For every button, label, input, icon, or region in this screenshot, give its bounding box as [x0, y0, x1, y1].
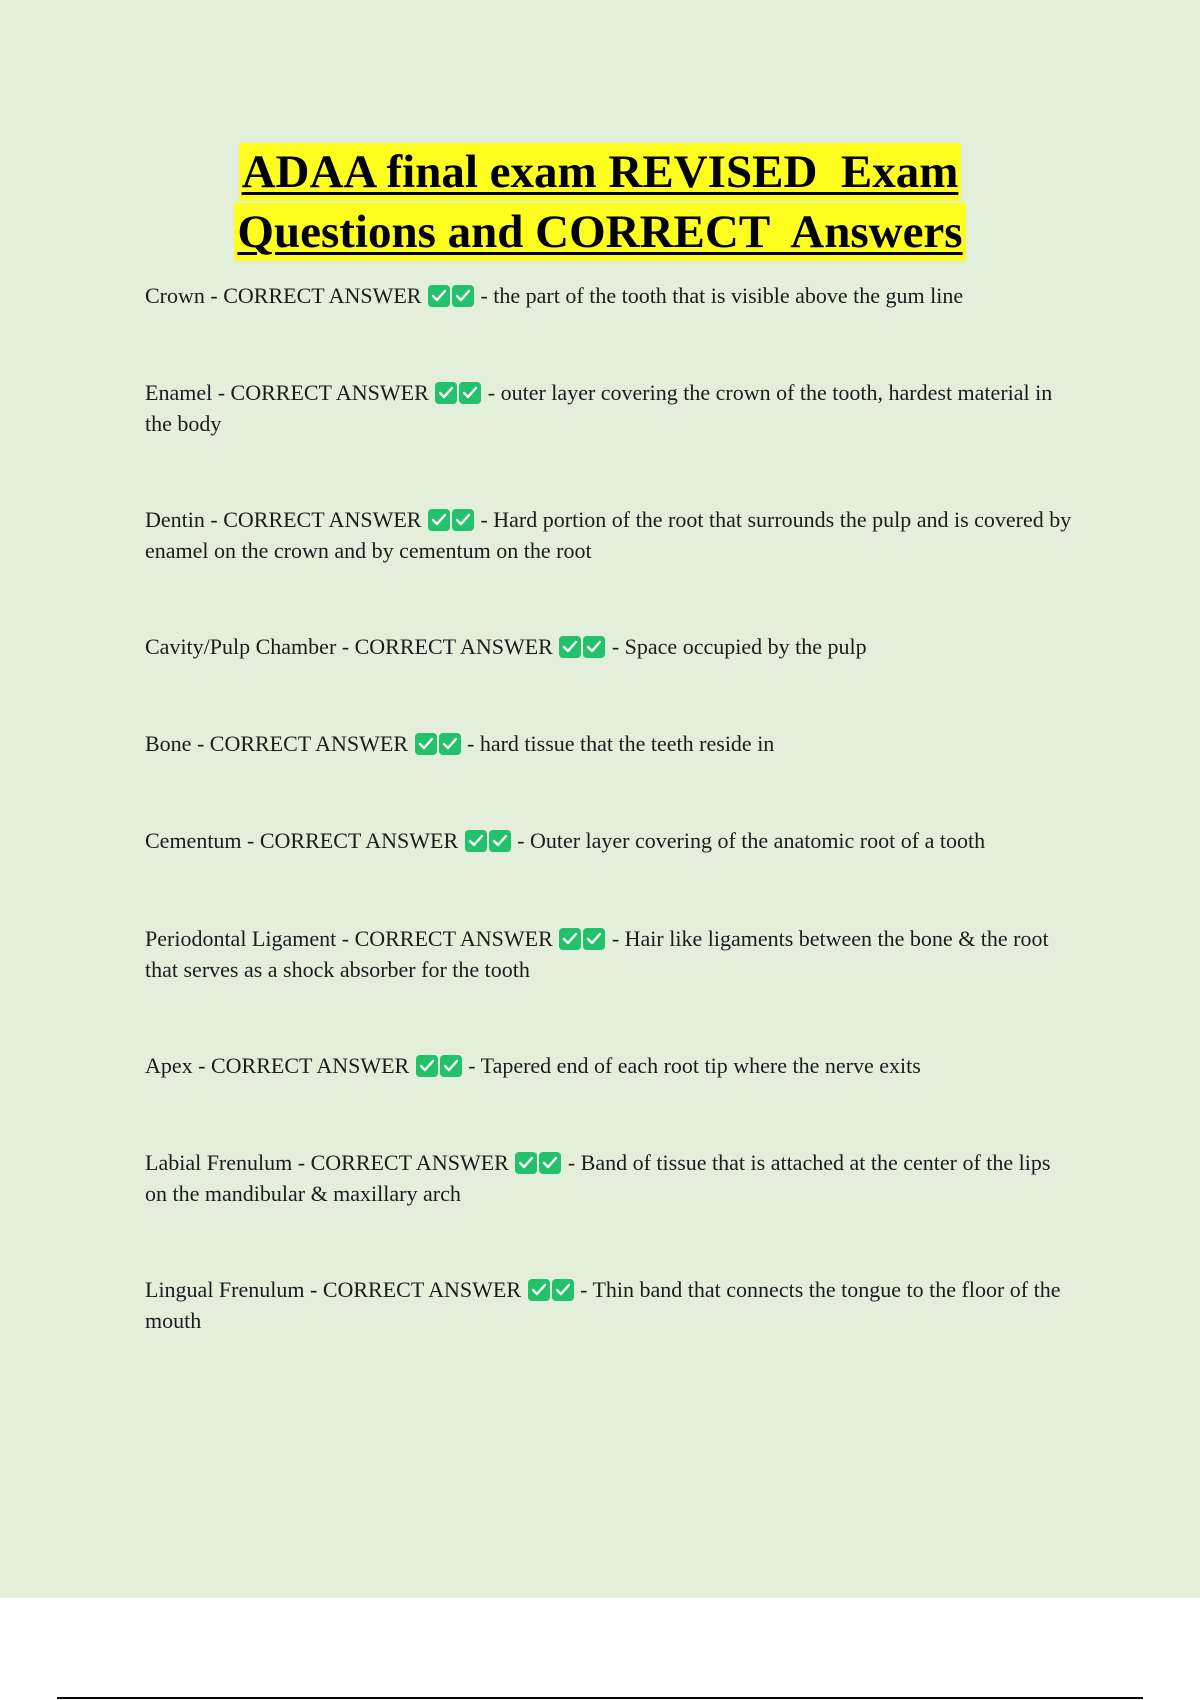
green-check-box-icon	[416, 1055, 438, 1077]
qa-marker: CORRECT ANSWER	[310, 1150, 509, 1175]
qa-item	[145, 728, 1075, 759]
document-title	[0, 143, 1200, 261]
qa-definition: - the part of the tooth that is visible above the gum line	[474, 283, 964, 308]
qa-definition: - Space occupied by the pulp	[606, 634, 867, 659]
qa-item	[145, 1274, 1075, 1336]
qa-definition: - Hair like ligaments between the bone & the root that serves as a shock absorber for the tooth	[145, 926, 1049, 982]
qa-term: Crown -	[145, 283, 224, 308]
green-check-box-icon	[440, 1055, 462, 1077]
green-check-box-icon	[528, 1279, 550, 1301]
green-check-box-icon	[465, 830, 487, 852]
qa-term: Cavity/Pulp Chamber -	[145, 634, 355, 659]
qa-term: Periodontal Ligament -	[145, 926, 355, 951]
qa-item	[145, 923, 1075, 985]
green-check-box-icon	[428, 509, 450, 531]
qa-definition: - Hard portion of the root that surrounds the pulp and is covered by enamel on the crown and by cementum on the root	[145, 507, 1072, 563]
qa-term: Labial Frenulum -	[145, 1150, 311, 1175]
qa-term: Enamel -	[145, 380, 231, 405]
qa-item	[145, 280, 1075, 311]
green-check-box-icon	[515, 1152, 537, 1174]
qa-term: Bone -	[145, 731, 210, 756]
qa-term: Lingual Frenulum -	[145, 1277, 323, 1302]
qa-marker: CORRECT ANSWER	[354, 634, 553, 659]
qa-marker: CORRECT ANSWER	[354, 926, 553, 951]
green-check-box-icon	[459, 382, 481, 404]
qa-item	[145, 504, 1075, 566]
green-check-box-icon	[552, 1279, 574, 1301]
qa-marker: CORRECT ANSWER	[223, 283, 422, 308]
qa-item	[145, 377, 1075, 439]
qa-term: Dentin -	[145, 507, 224, 532]
qa-definition: - outer layer covering the crown of the tooth, hardest material in the body	[145, 380, 1053, 436]
qa-term: Apex -	[145, 1053, 211, 1078]
qa-item	[145, 825, 1075, 856]
title-line-1: ADAA final exam REVISED Exam	[239, 143, 962, 201]
qa-marker: CORRECT ANSWER	[259, 828, 459, 853]
green-check-box-icon	[539, 1152, 561, 1174]
title-line-2: Questions and CORRECT Answers	[234, 203, 965, 261]
green-check-box-icon	[559, 636, 581, 658]
green-check-box-icon	[439, 733, 461, 755]
green-check-box-icon	[583, 636, 605, 658]
green-check-box-icon	[489, 830, 511, 852]
footer-divider	[57, 1697, 1143, 1699]
qa-definition: - Tapered end of each root tip where the nerve exits	[462, 1053, 921, 1078]
qa-definition: - Outer layer covering of the anatomic root of a tooth	[511, 828, 986, 853]
qa-marker: CORRECT ANSWER	[209, 731, 409, 756]
qa-definition: - Thin band that connects the tongue to the floor of the mouth	[145, 1277, 1061, 1333]
green-check-box-icon	[559, 928, 581, 950]
green-check-box-icon	[452, 285, 474, 307]
qa-definition: - hard tissue that the teeth reside in	[461, 731, 775, 756]
qa-item	[145, 631, 1075, 662]
qa-item	[145, 1050, 1075, 1081]
qa-definition: - Band of tissue that is attached at the center of the lips on the mandibular & maxillary arch	[145, 1150, 1051, 1206]
green-check-box-icon	[415, 733, 437, 755]
qa-term: Cementum -	[145, 828, 260, 853]
qa-marker: CORRECT ANSWER	[322, 1277, 522, 1302]
qa-marker: CORRECT ANSWER	[230, 380, 429, 405]
green-check-box-icon	[428, 285, 450, 307]
qa-item	[145, 1147, 1075, 1209]
qa-marker: CORRECT ANSWER	[210, 1053, 410, 1078]
green-check-box-icon	[435, 382, 457, 404]
green-check-box-icon	[452, 509, 474, 531]
qa-marker: CORRECT ANSWER	[223, 507, 422, 532]
green-check-box-icon	[583, 928, 605, 950]
